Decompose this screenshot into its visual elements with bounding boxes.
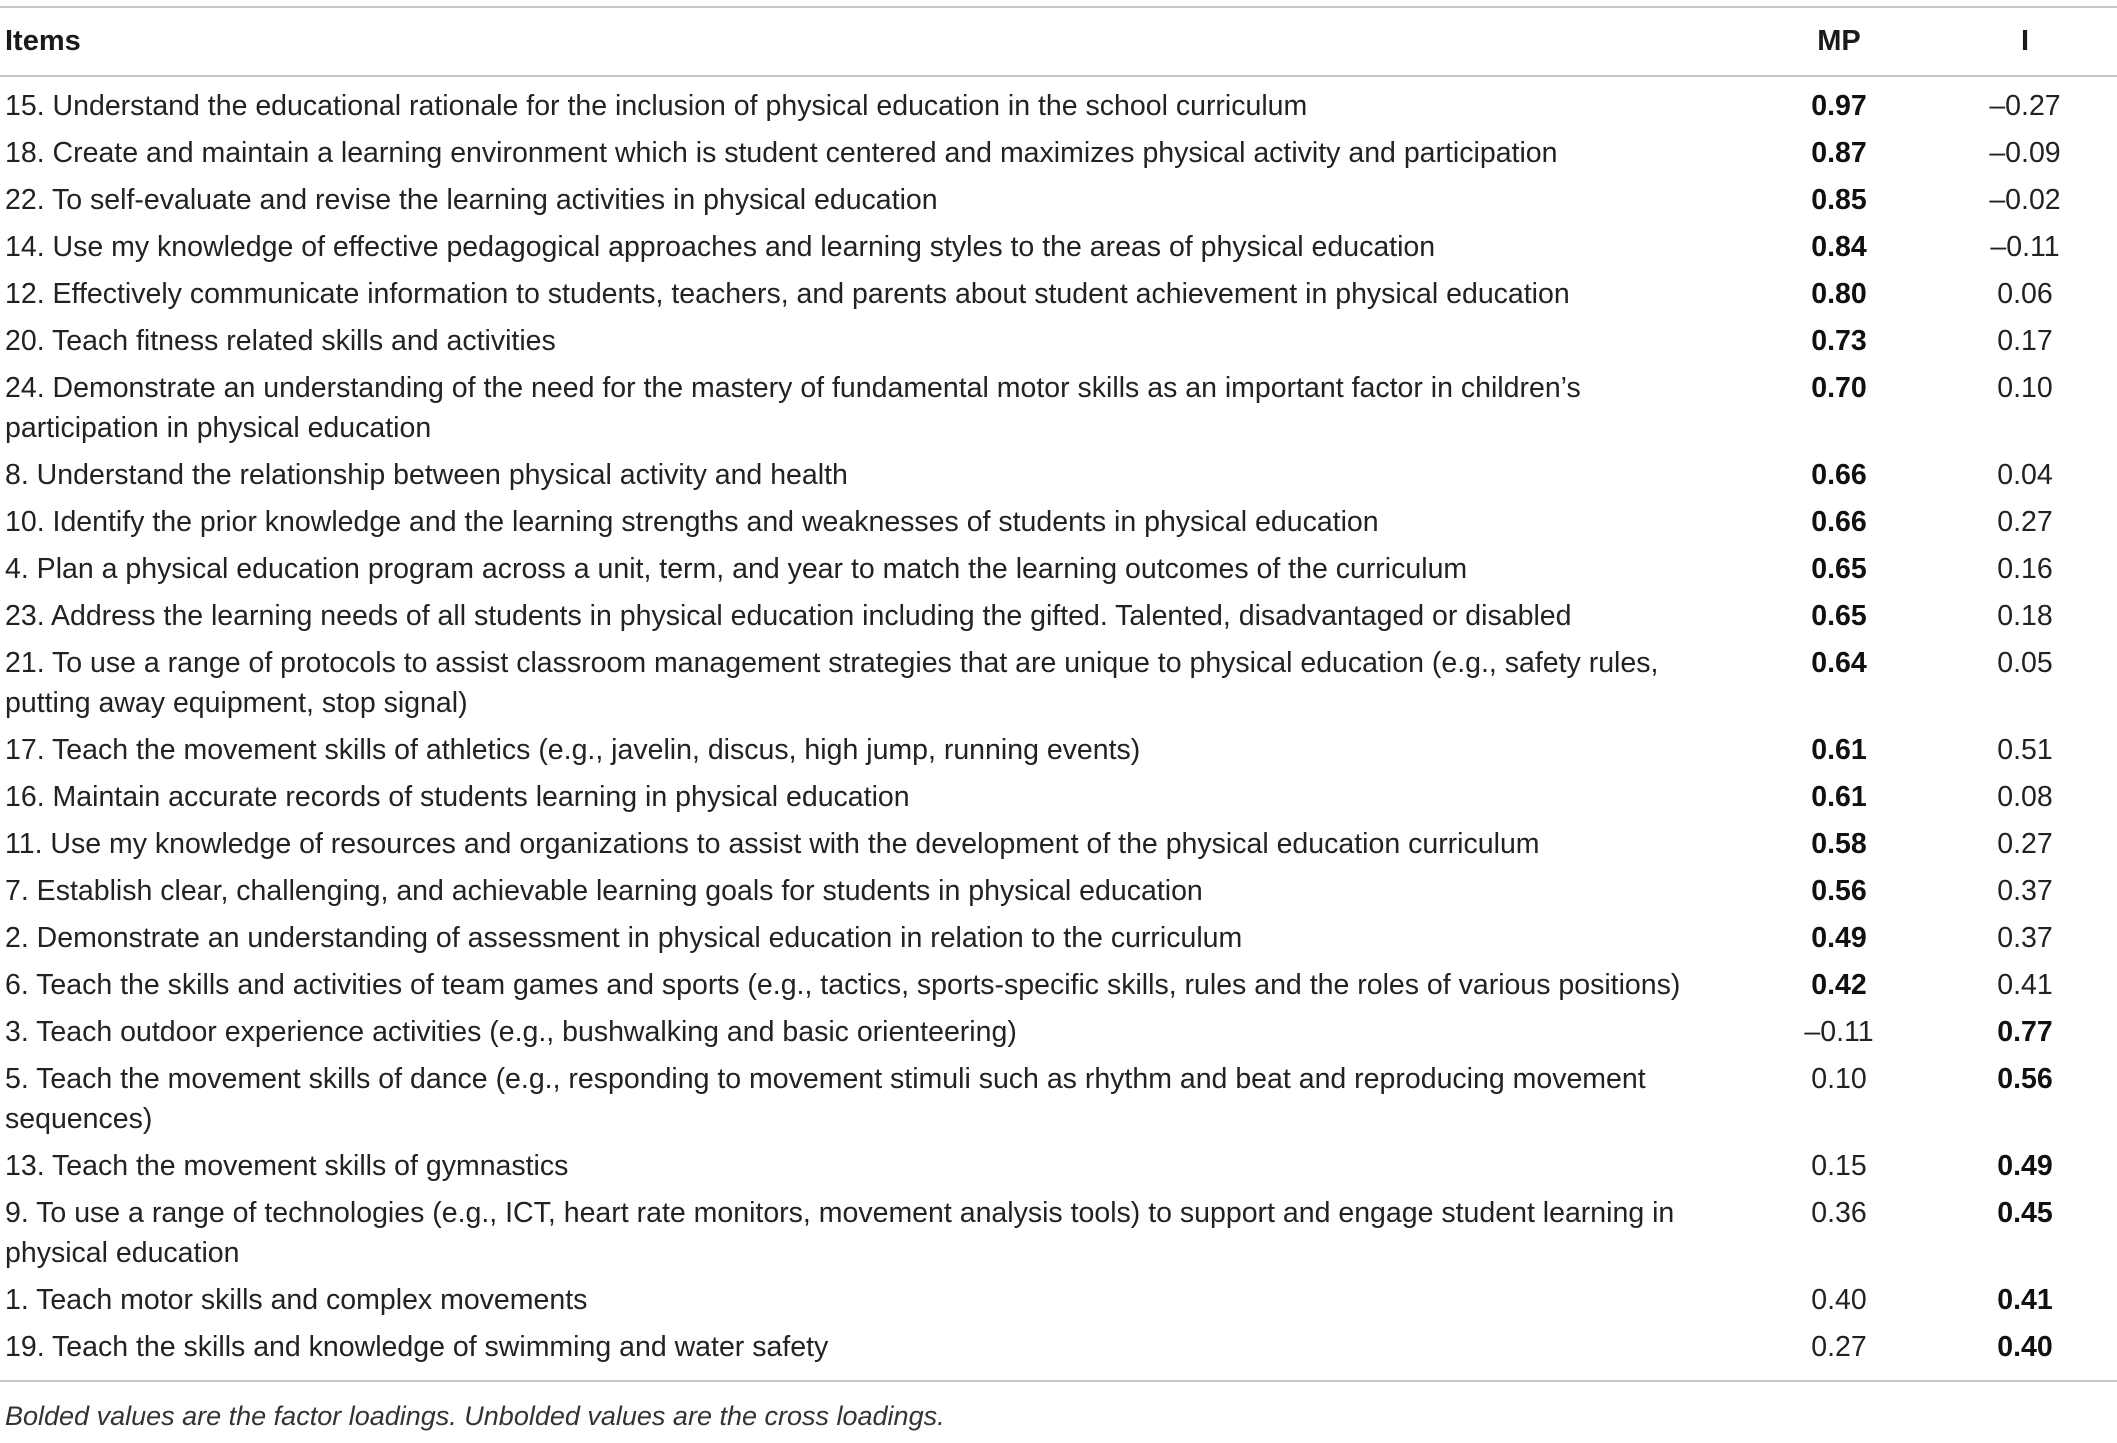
table-row bbox=[0, 1146, 2117, 1193]
item-cell: 21. To use a range of protocols to assist classroom management strategies that are unique to physical education (e.g., safety rules, putting away equipment, stop signal) bbox=[5, 647, 1659, 719]
i-cell: 0.45 bbox=[1997, 1197, 2053, 1229]
table-row bbox=[0, 368, 2117, 455]
table-row bbox=[0, 596, 2117, 643]
item-cell: 15. Understand the educational rationale for the inclusion of physical education in the school curriculum bbox=[5, 90, 1308, 122]
table-row bbox=[0, 180, 2117, 227]
item-cell: 12. Effectively communicate information to students, teachers, and parents about student achievement in physical education bbox=[5, 278, 1570, 310]
mp-cell: 0.65 bbox=[1811, 553, 1867, 585]
i-cell: 0.08 bbox=[1997, 781, 2053, 813]
mp-cell: 0.58 bbox=[1811, 828, 1867, 860]
table-row bbox=[0, 321, 2117, 368]
i-cell: 0.17 bbox=[1997, 325, 2053, 357]
mp-cell: 0.80 bbox=[1811, 278, 1867, 310]
item-cell: 5. Teach the movement skills of dance (e.g., responding to movement stimuli such as rhythm and beat and reproducing movement sequences) bbox=[5, 1063, 1646, 1135]
i-cell: 0.10 bbox=[1997, 372, 2053, 404]
i-cell: 0.27 bbox=[1997, 828, 2053, 860]
table-row bbox=[0, 1327, 2117, 1381]
i-cell: 0.05 bbox=[1997, 647, 2053, 679]
table-row bbox=[0, 918, 2117, 965]
mp-cell: 0.61 bbox=[1811, 781, 1867, 813]
mp-cell: 0.49 bbox=[1811, 922, 1867, 954]
i-cell: 0.16 bbox=[1997, 553, 2053, 585]
header-row bbox=[0, 7, 2117, 76]
mp-cell: 0.84 bbox=[1811, 231, 1867, 263]
table-row bbox=[0, 824, 2117, 871]
item-cell: 3. Teach outdoor experience activities (e.g., bushwalking and basic orienteering) bbox=[5, 1016, 1017, 1048]
item-cell: 2. Demonstrate an understanding of assessment in physical education in relation to the curriculum bbox=[5, 922, 1243, 954]
table-row bbox=[0, 1193, 2117, 1280]
item-cell: 18. Create and maintain a learning environment which is student centered and maximizes physical activity and participation bbox=[5, 137, 1558, 169]
factor-loadings-table bbox=[0, 6, 2117, 1382]
table-row bbox=[0, 777, 2117, 824]
i-cell: 0.06 bbox=[1997, 278, 2053, 310]
item-cell: 8. Understand the relationship between physical activity and health bbox=[5, 459, 848, 491]
item-cell: 11. Use my knowledge of resources and organizations to assist with the development of the physical education curriculum bbox=[5, 828, 1540, 860]
i-cell: 0.41 bbox=[1997, 1284, 2053, 1316]
i-cell: –0.02 bbox=[1989, 184, 2061, 216]
i-cell: –0.11 bbox=[1990, 231, 2060, 263]
i-cell: 0.51 bbox=[1997, 734, 2053, 766]
i-cell: 0.27 bbox=[1997, 506, 2053, 538]
item-cell: 17. Teach the movement skills of athletics (e.g., javelin, discus, high jump, running events) bbox=[5, 734, 1141, 766]
item-cell: 23. Address the learning needs of all students in physical education including the gifted. Talented, disadvantaged or disabled bbox=[5, 600, 1572, 632]
table-row bbox=[0, 76, 2117, 133]
table-row bbox=[0, 730, 2117, 777]
mp-cell: 0.73 bbox=[1811, 325, 1867, 357]
table-header bbox=[0, 7, 2117, 76]
mp-cell: 0.40 bbox=[1811, 1284, 1867, 1316]
i-cell: 0.37 bbox=[1997, 922, 2053, 954]
mp-cell: 0.64 bbox=[1811, 647, 1867, 679]
i-cell: 0.56 bbox=[1997, 1063, 2053, 1095]
mp-cell: 0.15 bbox=[1811, 1150, 1867, 1182]
item-cell: 6. Teach the skills and activities of team games and sports (e.g., tactics, sports-specific skills, rules and the roles of various positions) bbox=[5, 969, 1681, 1001]
mp-cell: 0.36 bbox=[1811, 1197, 1867, 1229]
i-cell: 0.37 bbox=[1997, 875, 2053, 907]
i-cell: 0.40 bbox=[1997, 1331, 2053, 1363]
table-row bbox=[0, 227, 2117, 274]
i-column-header: I bbox=[2020, 25, 2030, 57]
item-cell: 13. Teach the movement skills of gymnastics bbox=[5, 1150, 569, 1182]
table-row bbox=[0, 643, 2117, 730]
item-cell: 9. To use a range of technologies (e.g., ICT, heart rate monitors, movement analysis tools) to support and engage student learning in physical education bbox=[5, 1197, 1675, 1269]
mp-cell: 0.10 bbox=[1811, 1063, 1867, 1095]
mp-cell: 0.85 bbox=[1811, 184, 1867, 216]
table-footnote: Bolded values are the factor loadings. Unbolded values are the cross loadings. bbox=[5, 1401, 945, 1431]
i-cell: –0.09 bbox=[1989, 137, 2061, 169]
mp-column-header: MP bbox=[1817, 25, 1861, 57]
item-cell: 16. Maintain accurate records of students learning in physical education bbox=[5, 781, 910, 813]
table-row bbox=[0, 549, 2117, 596]
mp-cell: 0.61 bbox=[1811, 734, 1867, 766]
i-cell: 0.41 bbox=[1997, 969, 2053, 1001]
item-cell: 20. Teach fitness related skills and activities bbox=[5, 325, 556, 357]
item-cell: 4. Plan a physical education program across a unit, term, and year to match the learning outcomes of the curriculum bbox=[5, 553, 1468, 585]
item-cell: 19. Teach the skills and knowledge of swimming and water safety bbox=[5, 1331, 829, 1363]
item-cell: 1. Teach motor skills and complex movements bbox=[5, 1284, 588, 1316]
table-row bbox=[0, 274, 2117, 321]
mp-cell: 0.97 bbox=[1811, 90, 1867, 122]
mp-cell: 0.42 bbox=[1811, 969, 1867, 1001]
table-row bbox=[0, 1012, 2117, 1059]
mp-cell: 0.70 bbox=[1811, 372, 1867, 404]
table-body bbox=[0, 76, 2117, 1381]
item-cell: 22. To self-evaluate and revise the learning activities in physical education bbox=[5, 184, 938, 216]
mp-cell: 0.65 bbox=[1811, 600, 1867, 632]
i-cell: –0.27 bbox=[1989, 90, 2061, 122]
mp-cell: 0.66 bbox=[1811, 506, 1867, 538]
mp-cell: 0.27 bbox=[1811, 1331, 1867, 1363]
table-row bbox=[0, 1280, 2117, 1327]
item-cell: 10. Identify the prior knowledge and the learning strengths and weaknesses of students in physical education bbox=[5, 506, 1379, 538]
mp-cell: 0.87 bbox=[1811, 137, 1867, 169]
i-cell: 0.18 bbox=[1997, 600, 2053, 632]
mp-cell: 0.66 bbox=[1811, 459, 1867, 491]
table-row bbox=[0, 1059, 2117, 1146]
item-cell: 14. Use my knowledge of effective pedagogical approaches and learning styles to the areas of physical education bbox=[5, 231, 1436, 263]
mp-cell: –0.11 bbox=[1804, 1016, 1874, 1048]
table-row bbox=[0, 133, 2117, 180]
i-cell: 0.49 bbox=[1997, 1150, 2053, 1182]
table-row bbox=[0, 871, 2117, 918]
mp-cell: 0.56 bbox=[1811, 875, 1867, 907]
table-row bbox=[0, 965, 2117, 1012]
table-row bbox=[0, 502, 2117, 549]
i-cell: 0.77 bbox=[1997, 1016, 2053, 1048]
i-cell: 0.04 bbox=[1997, 459, 2053, 491]
table-row bbox=[0, 455, 2117, 502]
items-column-header: Items bbox=[5, 25, 81, 57]
item-cell: 7. Establish clear, challenging, and achievable learning goals for students in physical education bbox=[5, 875, 1203, 907]
item-cell: 24. Demonstrate an understanding of the need for the mastery of fundamental motor skills as an important factor in children’s participation in physical education bbox=[5, 372, 1581, 444]
